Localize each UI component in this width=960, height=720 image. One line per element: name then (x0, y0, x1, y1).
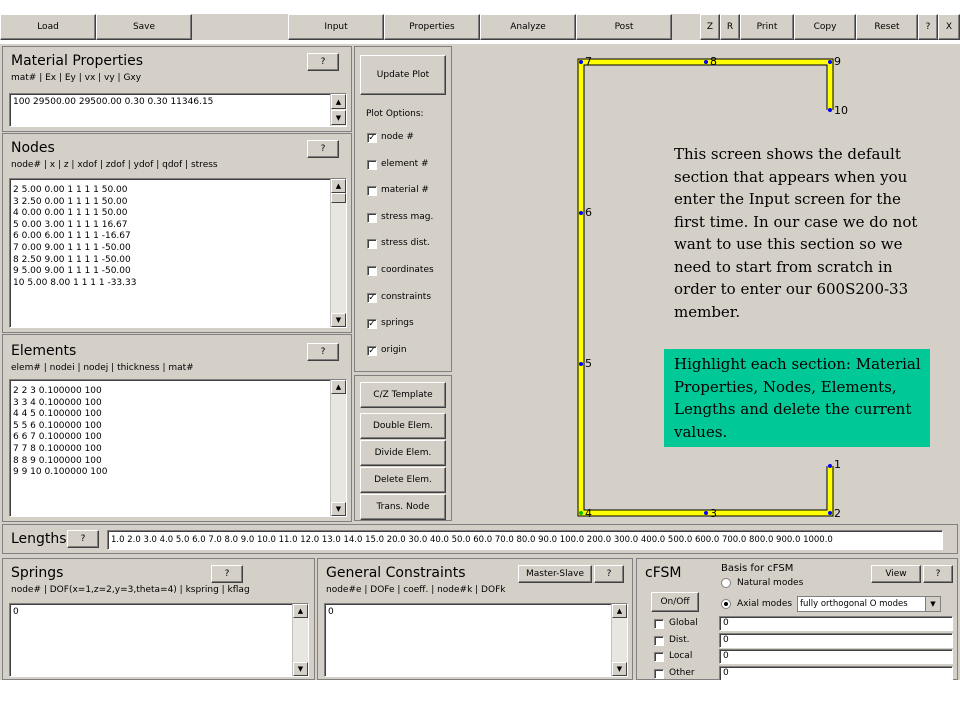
natural-modes-label: Natural modes (737, 578, 804, 588)
lengths-help-button[interactable]: ? (67, 530, 99, 548)
springs-title: Springs (11, 565, 64, 581)
elements-header: elem# | nodei | nodej | thickness | mat# (11, 363, 194, 373)
elements-panel (2, 334, 352, 522)
springs-value: 0 (13, 607, 19, 617)
plot-option-label: coordinates (381, 265, 434, 275)
node-row[interactable]: 3 2.50 0.00 1 1 1 1 50.00 (13, 196, 128, 207)
plot-option-checkbox[interactable] (367, 186, 377, 196)
cfsm-class-label: Other (669, 667, 695, 678)
post-button[interactable]: Post (576, 14, 672, 40)
cfsm-panel (636, 558, 958, 680)
general-constraints-header: node#e | DOFe | coeff. | node#k | DOFk (326, 585, 506, 595)
node-9-dot (828, 60, 832, 64)
node-1-dot (828, 464, 832, 468)
constraints-scrollbar[interactable] (611, 604, 627, 676)
input-button[interactable]: Input (288, 14, 384, 40)
scroll-down-icon[interactable]: ▼ (612, 662, 627, 676)
material-properties-panel (2, 46, 352, 132)
springs-help-button[interactable]: ? (211, 565, 243, 583)
natural-modes-radio[interactable] (721, 578, 731, 588)
scroll-down-icon[interactable]: ▼ (331, 110, 346, 125)
nodes-panel (2, 133, 352, 333)
chevron-down-icon[interactable]: ▼ (925, 597, 940, 611)
cfsm-class-field[interactable] (719, 666, 953, 681)
instruction-text: This screen shows the default section that appears when you enter the Input screen for the first time. In our case we do not want to use this section so we need to start from scratch in order to enter our 600S200-33 member. (674, 145, 918, 321)
axial-modes-label: Axial modes (737, 599, 793, 609)
cfsm-class-value: 0 (723, 618, 729, 628)
cfsm-class-field[interactable] (719, 649, 953, 664)
node-label-1: 1 (834, 458, 841, 471)
scroll-down-icon[interactable]: ▼ (331, 313, 346, 327)
element-row[interactable]: 4 4 5 0.100000 100 (13, 409, 102, 420)
plot-option-label: element # (381, 158, 429, 169)
cfsm-help-button[interactable]: ? (923, 565, 953, 583)
plot-option-label: stress dist. (381, 238, 430, 249)
analyze-button[interactable]: Analyze (480, 14, 576, 40)
node-label-10: 10 (834, 104, 848, 117)
node-row[interactable]: 7 0.00 9.00 1 1 1 1 -50.00 (13, 242, 131, 253)
cfsm-title: cFSM (645, 565, 682, 581)
nodes-help-button[interactable]: ? (307, 140, 339, 158)
rotate-button[interactable]: R (720, 14, 740, 40)
cfsm-class-value: 0 (723, 667, 729, 678)
springs-field[interactable] (9, 603, 309, 677)
plot-option-checkbox[interactable] (367, 160, 377, 170)
constraints-help-button[interactable]: ? (594, 565, 624, 583)
node-label-5: 5 (585, 357, 592, 370)
node-row[interactable]: 4 0.00 0.00 1 1 1 1 50.00 (13, 208, 128, 219)
divide-elem-button[interactable]: Divide Elem. (360, 440, 446, 466)
cfsm-basis-label: Basis for cFSM (721, 563, 794, 574)
help-button[interactable]: ? (918, 14, 938, 40)
cfsm-class-value: 0 (723, 651, 729, 661)
element-row[interactable]: 7 7 8 0.100000 100 (13, 443, 102, 454)
plot-option-checkbox[interactable]: ✓ (368, 319, 376, 330)
cfsm-class-label: Global (669, 618, 698, 628)
highlight-callout-text: Highlight each section: Material Properties, Nodes, Elements, Lengths and delete the current values. (674, 355, 921, 441)
plot-options-panel (354, 46, 452, 372)
springs-scrollbar[interactable] (292, 604, 308, 676)
cfsm-class-label: Dist. (669, 634, 690, 645)
save-button[interactable]: Save (96, 14, 192, 40)
node-10-dot (828, 108, 832, 112)
element-row[interactable]: 3 3 4 0.100000 100 (13, 397, 102, 408)
node-row[interactable]: 9 5.00 9.00 1 1 1 1 -50.00 (13, 266, 131, 277)
node-2-dot (828, 511, 832, 515)
scroll-up-icon[interactable]: ▲ (293, 604, 308, 618)
plot-option-checkbox[interactable] (367, 239, 377, 249)
trans-node-button[interactable]: Trans. Node (360, 494, 446, 520)
scroll-thumb[interactable] (331, 193, 346, 203)
cfsm-view-button[interactable]: View (871, 565, 921, 583)
node-6-dot (579, 211, 583, 215)
cfsm-class-value: 0 (723, 634, 729, 645)
nodes-field[interactable] (9, 178, 347, 328)
cfsm-class-checkbox[interactable] (654, 619, 664, 629)
delete-elem-button[interactable]: Delete Elem. (360, 467, 446, 493)
properties-button[interactable]: Properties (384, 14, 480, 40)
elements-title: Elements (11, 343, 77, 359)
lengths-panel (2, 524, 958, 554)
node-label-7: 7 (585, 55, 592, 68)
cfsm-class-checkbox[interactable] (654, 636, 664, 646)
tools-panel (354, 375, 452, 521)
node-8-dot (704, 60, 708, 64)
lengths-title: Lengths (11, 531, 67, 547)
node-row[interactable]: 2 5.00 0.00 1 1 1 1 50.00 (13, 185, 128, 195)
lengths-value: 1.0 2.0 3.0 4.0 5.0 6.0 7.0 8.0 9.0 10.0 11.0 12.0 13.0 14.0 15.0 20.0 30.0 40.0 50.0 60.0 70.0 80.0 90.0 100.0 200.0 300.0 400.0 500.0 600.0 700.0 800.0 900.0 1000.0 (111, 535, 833, 545)
plot-option-checkbox[interactable]: ✓ (368, 133, 376, 143)
scroll-up-icon[interactable]: ▲ (331, 380, 346, 394)
plot-option-label: material # (381, 185, 429, 196)
plot-option-label: stress mag. (381, 211, 434, 222)
elements-help-button[interactable]: ? (307, 343, 339, 361)
plot-option-checkbox[interactable] (367, 266, 377, 276)
elements-scrollbar[interactable] (330, 380, 346, 516)
scroll-down-icon[interactable]: ▼ (331, 502, 346, 516)
springs-panel (2, 558, 315, 680)
cfsm-class-field[interactable] (719, 633, 953, 648)
cz-template-button[interactable]: C/Z Template (360, 382, 446, 408)
cfsm-onoff-button[interactable]: On/Off (651, 592, 699, 612)
element-row[interactable]: 5 5 6 0.100000 100 (13, 420, 102, 431)
zoom-button[interactable]: Z (700, 14, 720, 40)
node-3-dot (704, 511, 708, 515)
plot-option-checkbox[interactable]: ✓ (368, 345, 376, 356)
radio-selected-dot (724, 602, 728, 606)
material-scrollbar[interactable] (330, 94, 346, 126)
nodes-header: node# | x | z | xdof | zdof | ydof | qdof | stress (11, 160, 218, 170)
node-row[interactable]: 8 2.50 9.00 1 1 1 1 -50.00 (13, 254, 131, 265)
node-label-9: 9 (834, 55, 841, 68)
material-properties-title: Material Properties (11, 53, 144, 69)
node-label-3: 3 (710, 507, 717, 520)
basis-dropdown[interactable] (797, 596, 941, 612)
load-button[interactable]: Load (0, 14, 96, 40)
print-button[interactable]: Print (740, 14, 794, 40)
material-properties-field[interactable] (9, 93, 347, 127)
cfsm-class-checkbox[interactable] (654, 652, 664, 662)
material-help-button[interactable]: ? (307, 53, 339, 71)
close-button[interactable]: X (938, 14, 960, 40)
springs-header: node# | DOF(x=1,z=2,y=3,theta=4) | kspring | kflag (11, 585, 250, 595)
node-5-dot (579, 362, 583, 366)
material-properties-header: mat# | Ex | Ey | vx | vy | Gxy (11, 73, 142, 83)
plot-options-label: Plot Options: (366, 109, 424, 119)
copy-button[interactable]: Copy (794, 14, 856, 40)
basis-dropdown-value: fully orthogonal O modes (800, 599, 908, 609)
nodes-list (13, 181, 136, 289)
master-slave-button[interactable]: Master-Slave (518, 565, 592, 583)
axial-modes-radio[interactable] (721, 599, 731, 609)
nodes-scrollbar[interactable] (330, 179, 346, 327)
node-label-4: 4 (585, 507, 592, 520)
cfsm-class-checkbox[interactable] (654, 669, 664, 679)
node-label-2: 2 (834, 507, 841, 520)
cfsm-class-field[interactable] (719, 616, 953, 631)
node-row[interactable]: 10 5.00 8.00 1 1 1 1 -33.33 (13, 277, 137, 288)
reset-button[interactable]: Reset (856, 14, 918, 40)
general-constraints-field[interactable] (324, 603, 628, 677)
scroll-down-icon[interactable]: ▼ (293, 662, 308, 676)
plot-option-checkbox[interactable] (367, 213, 377, 223)
plot-option-label: constraints (381, 291, 432, 302)
general-constraints-title: General Constraints (326, 565, 466, 581)
node-4-dot (579, 511, 583, 515)
element-row[interactable]: 2 2 3 0.100000 100 (13, 386, 102, 396)
bottom-strip (0, 680, 960, 720)
general-constraints-value: 0 (328, 607, 334, 617)
elements-field[interactable] (9, 379, 347, 517)
scroll-up-icon[interactable]: ▲ (331, 94, 346, 109)
node-7-dot (579, 60, 583, 64)
nodes-title: Nodes (11, 140, 55, 156)
node-row[interactable]: 6 0.00 6.00 1 1 1 1 -16.67 (13, 231, 131, 242)
plot-option-label: node # (381, 132, 414, 142)
plot-option-checkbox[interactable]: ✓ (368, 292, 376, 303)
element-row[interactable]: 9 9 10 0.100000 100 (13, 467, 108, 478)
double-elem-button[interactable]: Double Elem. (360, 413, 446, 439)
node-label-8: 8 (710, 55, 717, 68)
general-constraints-panel (317, 558, 633, 680)
scroll-up-icon[interactable]: ▲ (331, 179, 346, 193)
element-row[interactable]: 6 6 7 0.100000 100 (13, 432, 102, 443)
plot-option-label: origin (381, 344, 407, 355)
scroll-up-icon[interactable]: ▲ (612, 604, 627, 618)
elements-list (13, 386, 107, 479)
node-label-6: 6 (585, 206, 592, 219)
lengths-field[interactable] (107, 530, 943, 550)
highlight-callout (664, 349, 930, 447)
plot-option-label: springs (381, 318, 414, 329)
update-plot-button[interactable]: Update Plot (360, 55, 446, 95)
node-row[interactable]: 5 0.00 3.00 1 1 1 1 16.67 (13, 219, 128, 230)
cfsm-class-label: Local (669, 651, 693, 661)
material-properties-value: 100 29500.00 29500.00 0.30 0.30 11346.15 (13, 97, 214, 107)
element-row[interactable]: 8 8 9 0.100000 100 (13, 455, 102, 466)
